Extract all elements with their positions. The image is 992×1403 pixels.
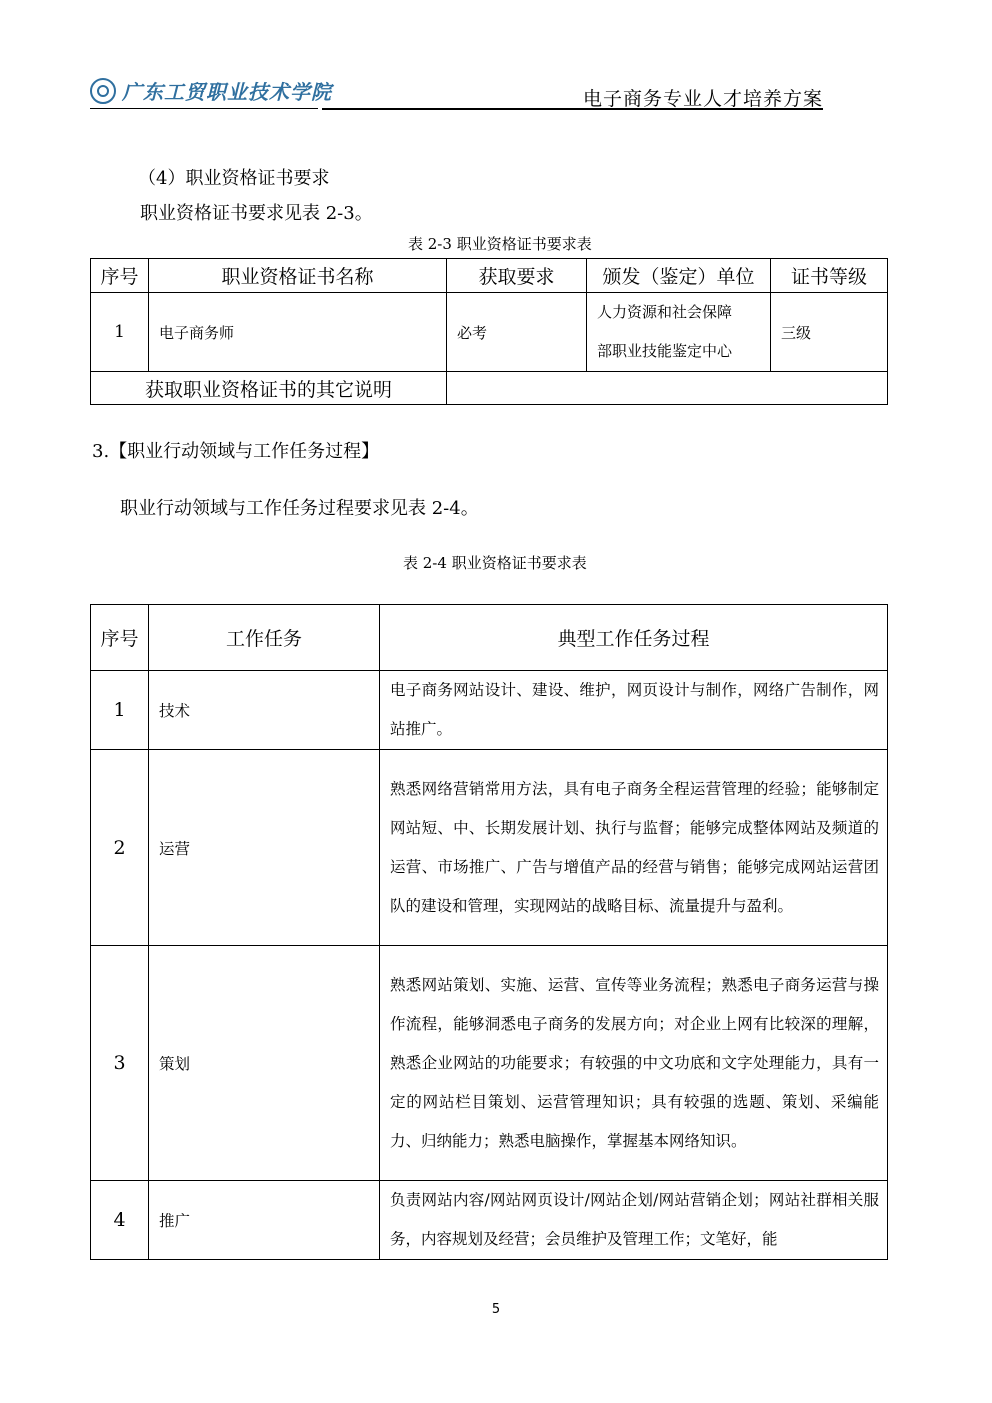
table-row <box>91 946 888 1181</box>
table23-footer-row <box>91 372 888 405</box>
certificate-name: 电子商务师 <box>149 293 447 372</box>
task-process: 电子商务网站设计、建设、维护，网页设计与制作，网络广告制作，网站推广。 <box>380 671 888 750</box>
row-number: 1 <box>91 671 149 750</box>
institution-logo <box>90 76 332 105</box>
requirement: 必考 <box>447 293 587 372</box>
table24-header-cell: 典型工作任务过程 <box>380 605 888 671</box>
task-process: 熟悉网络营销常用方法，具有电子商务全程运营管理的经验；能够制定网站短、中、长期发展计划、执行与监督；能够完成整体网站及频道的运营、市场推广、广告与增值产品的经营与销售；能够完成网站运营团队的建设和管理，实现网站的战略目标、流量提升与盈利。 <box>380 750 888 946</box>
work-task: 运营 <box>149 750 380 946</box>
table24-header-row <box>91 605 888 671</box>
document-title: 电子商务专业人才培养方案 <box>582 88 823 110</box>
task-process: 熟悉网站策划、实施、运营、宣传等业务流程；熟悉电子商务运营与操作流程，能够洞悉电子商务的发展方向；对企业上网有比较深的理解，熟悉企业网站的功能要求；有较强的中文功底和文字处理能力，具有一定的网站栏目策划、运营管理知识；具有较强的选题、策划、采编能力、归纳能力；熟悉电脑操作，掌握基本网络知识。 <box>380 946 888 1181</box>
footer-label: 获取职业资格证书的其它说明 <box>91 372 447 405</box>
institution-name: 广东工贸职业技术学院 <box>122 80 332 104</box>
table23-header-cell: 序号 <box>91 259 149 293</box>
issuing-unit <box>587 293 771 372</box>
work-task: 推广 <box>149 1181 380 1260</box>
table23-header-cell: 颁发（鉴定）单位 <box>587 259 771 293</box>
section4-intro: 职业资格证书要求见表 2-3。 <box>140 203 373 224</box>
table-row <box>91 1181 888 1260</box>
row-number: 4 <box>91 1181 149 1260</box>
table23-header-cell: 证书等级 <box>771 259 888 293</box>
row-number: 2 <box>91 750 149 946</box>
certificate-level: 三级 <box>771 293 888 372</box>
table23-header-cell: 获取要求 <box>447 259 587 293</box>
school-seal-icon <box>90 78 116 104</box>
task-process: 负责网站内容/网站网页设计/网站企划/网站营销企划；网站社群相关服务，内容规划及经营；会员维护及管理工作；文笔好，能 <box>380 1181 888 1260</box>
table-2-3 <box>90 258 888 405</box>
table23-header-cell: 职业资格证书名称 <box>149 259 447 293</box>
table24-caption: 表 2-4 职业资格证书要求表 <box>403 554 587 572</box>
row-number: 3 <box>91 946 149 1181</box>
header-rule-right <box>322 108 823 110</box>
issuer-line: 人力资源和社会保障 <box>597 303 733 321</box>
table-row <box>91 293 888 372</box>
section4-heading: （4）职业资格证书要求 <box>138 168 330 189</box>
header-rule-left <box>90 108 318 109</box>
work-task: 策划 <box>149 946 380 1181</box>
page-header <box>90 72 823 112</box>
issuer-line: 部职业技能鉴定中心 <box>597 342 733 360</box>
table23-caption: 表 2-3 职业资格证书要求表 <box>408 235 592 253</box>
table23-header-row <box>91 259 888 293</box>
row-number: 1 <box>91 293 149 372</box>
section3-heading: 3.【职业行动领域与工作任务过程】 <box>92 441 380 462</box>
page-number: 5 <box>491 1302 501 1317</box>
work-task: 技术 <box>149 671 380 750</box>
table24-header-cell: 序号 <box>91 605 149 671</box>
table24-header-cell: 工作任务 <box>149 605 380 671</box>
section3-intro: 职业行动领域与工作任务过程要求见表 2-4。 <box>120 498 479 519</box>
table-2-4 <box>90 604 888 1260</box>
table-row <box>91 750 888 946</box>
table-row <box>91 671 888 750</box>
footer-value <box>447 372 888 405</box>
